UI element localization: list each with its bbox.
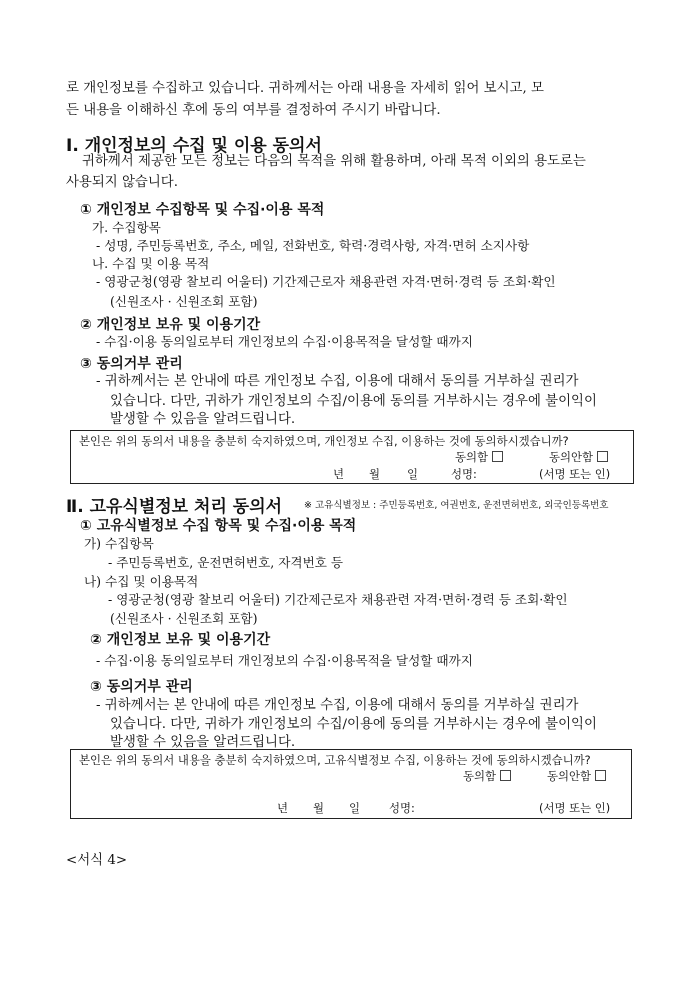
section-1-name-field[interactable]: 성명:: [451, 467, 477, 481]
section-1-items-label: 가. 수집항목: [92, 220, 161, 235]
section-1-items: - 성명, 주민등록번호, 주소, 메일, 전화번호, 학력·경력사항, 자격·면허 소지사항: [96, 238, 530, 253]
section-1-signature-label: (서명 또는 인): [539, 467, 611, 481]
section-1-refusal-line-3: 발생할 수 있음을 알려드립니다.: [110, 412, 296, 427]
section-1-refusal-line-2: 있습니다. 다만, 귀하가 개인정보의 수집/이용에 동의를 거부하시는 경우에 불이익이: [110, 394, 597, 409]
intro-line-2: 든 내용을 이해하신 후에 동의 여부를 결정하여 주시기 바랍니다.: [66, 103, 441, 118]
section-2-year-label: 년: [277, 801, 289, 815]
section-2-heading-retention: ② 개인정보 보유 및 이용기간: [90, 632, 271, 648]
section-1-purpose-label: 나. 수집 및 이용 목적: [92, 256, 210, 271]
section-2-purpose: - 영광군청(영광 찰보리 어울터) 기간제근로자 채용관련 자격·면허·경력 등 조회·확인: [108, 592, 568, 607]
section-2-disagree-option[interactable]: [547, 768, 606, 784]
section-2-purpose-note: (신원조사 · 신원조회 포함): [110, 611, 258, 626]
section-2-month-label: 월: [313, 801, 325, 815]
section-2-heading-refusal: ③ 동의거부 관리: [90, 679, 193, 695]
section-1-day-label: 일: [407, 467, 419, 481]
section-2-name-field[interactable]: 성명:: [389, 801, 415, 815]
form-number-label: <서식 4>: [66, 853, 128, 868]
section-2-day-label: 일: [349, 801, 361, 815]
section-2-purpose-label: 나) 수집 및 이용목적: [84, 574, 199, 589]
section-1-desc-line-1: 귀하께서 제공한 모든 정보는 다음의 목적을 위해 활용하며, 아래 목적 이외의 용도로는: [82, 154, 586, 169]
section-2-refusal-line-2: 있습니다. 다만, 귀하가 개인정보의 수집/이용에 동의를 거부하시는 경우에 불이익이: [110, 717, 597, 732]
section-1-purpose: - 영광군청(영광 찰보리 어울터) 기간제근로자 채용관련 자격·면허·경력 등 조회·확인: [96, 274, 556, 289]
section-1-disagree-option[interactable]: [549, 449, 608, 465]
section-2-refusal-line-1: - 귀하께서는 본 안내에 따른 개인정보 수집, 이용에 대해서 동의를 거부하실 권리가: [96, 698, 579, 713]
section-1-disagree-checkbox[interactable]: [597, 451, 608, 462]
section-2-signature-label: (서명 또는 인): [539, 801, 611, 815]
section-1-month-label: 월: [369, 467, 381, 481]
section-1-retention: - 수집·이용 동의일로부터 개인정보의 수집·이용목적을 달성할 때까지: [96, 334, 473, 349]
section-1-heading-retention: ② 개인정보 보유 및 이용기간: [80, 317, 261, 333]
section-1-heading-purpose: ① 개인정보 수집항목 및 수집·이용 목적: [80, 202, 325, 218]
intro-line-1: 로 개인정보를 수집하고 있습니다. 귀하께서는 아래 내용을 자세히 읽어 보시고, 모: [66, 81, 544, 96]
section-2-items: - 주민등록번호, 운전면허번호, 자격번호 등: [108, 555, 344, 570]
section-2-refusal-line-3: 발생할 수 있음을 알려드립니다.: [110, 735, 296, 750]
section-2-heading-purpose: ① 고유식별정보 수집 항목 및 수집·이용 목적: [80, 518, 357, 534]
section-2-title: Ⅱ. 고유식별정보 처리 동의서: [66, 497, 283, 517]
section-1-consent-question: 본인은 위의 동의서 내용을 충분히 숙지하였으며, 개인정보 수집, 이용하는 것에 동의하시겠습니까?: [79, 434, 569, 448]
section-2-agree-checkbox[interactable]: [500, 770, 511, 781]
section-2-agree-option[interactable]: [463, 768, 511, 784]
section-2-note: ※ 고유식별정보 : 주민등록번호, 여권번호, 운전면허번호, 외국인등록번호: [304, 500, 609, 511]
section-1-agree-label: 동의함: [455, 450, 489, 464]
section-1-agree-option[interactable]: [455, 449, 503, 465]
section-2-items-label: 가) 수집항목: [84, 536, 154, 551]
section-2-agree-label: 동의함: [463, 769, 497, 783]
section-1-year-label: 년: [333, 467, 345, 481]
section-1-purpose-note: (신원조사 · 신원조회 포함): [110, 294, 258, 309]
section-1-consent-box: [70, 430, 634, 484]
section-2-consent-question: 본인은 위의 동의서 내용을 충분히 숙지하였으며, 고유식별정보 수집, 이용하는 것에 동의하시겠습니까?: [79, 753, 591, 767]
section-1-agree-checkbox[interactable]: [492, 451, 503, 462]
section-1-refusal-line-1: - 귀하께서는 본 안내에 따른 개인정보 수집, 이용에 대해서 동의를 거부하실 권리가: [96, 374, 579, 389]
section-1-heading-refusal: ③ 동의거부 관리: [80, 356, 183, 372]
section-2-disagree-label: 동의안함: [547, 769, 592, 783]
section-2-consent-box: [70, 749, 632, 819]
section-2-disagree-checkbox[interactable]: [595, 770, 606, 781]
section-1-desc-line-2: 사용되지 않습니다.: [66, 175, 178, 190]
section-2-retention: - 수집·이용 동의일로부터 개인정보의 수집·이용목적을 달성할 때까지: [96, 653, 473, 668]
section-1-title: Ⅰ. 개인정보의 수집 및 이용 동의서: [66, 136, 322, 156]
section-1-disagree-label: 동의안함: [549, 450, 594, 464]
